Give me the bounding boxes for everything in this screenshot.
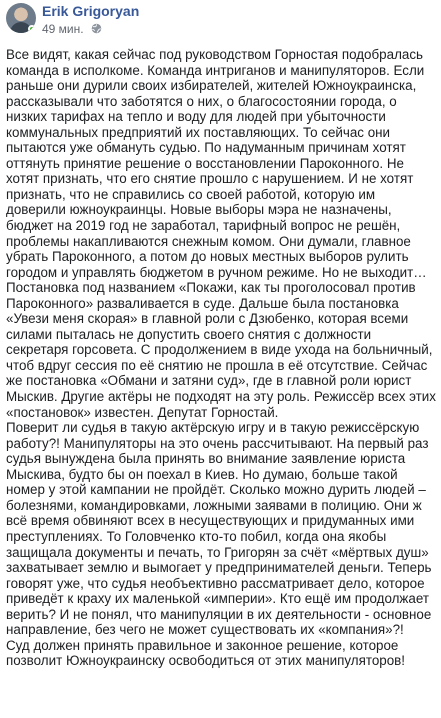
post-text xyxy=(6,47,436,669)
post-meta xyxy=(42,22,102,36)
online-status-dot xyxy=(28,25,36,33)
globe-icon[interactable] xyxy=(91,23,102,34)
post-paragraph: Все видят, какая сейчас под руководством Горностая подобралась команда в исполкоме. Команда интриганов и манипуляторов. Если раньше они дурили своих избирателей, жителей Южноукраинска, рассказывали что заботятся о них, о благосостоянии города, о низких тарифах на тепло и воду для людей при убыточности коммунальных предприятий их поставляющих. То сейчас они пытаются уже обмануть судью. По надуманным причинам хотят оттянуть принятие решение о восстановлении Пароконного. Не хотят признать, что его снятие прошло с нарушением. И не хотят признать, что не справились со своей работой, которую им доверили южноукраинцы. Новые выборы мэра не назначены, бюджет на 2019 год не заработал, тарифный вопрос не решён, проблемы накапливаются снежным комом. Они думали, главное убрать Пароконного, а потом до новых местных выборов рулить городом и управлять бюджетом в ручном режиме. Но не выходит… xyxy=(6,47,427,280)
post-paragraph: Постановка под названием «Покажи, как ты проголосовал против Пароконного» разваливается в суде. Дальше была постановка «Увези меня скорая» в главной роли с Дзюбенко, которая всеми силами пыталась не допустить своего снятия с должности секретаря горсовета. С продолжением в виде ухода на больничный, чтоб вдруг сессия по её снятию не прошла в её отсутствие. Сейчас же постановка «Обмани и затяни суд», где в главной роли юрист Мыскив. Другие актёры не подходят на эту роль. Режиссёр всех этих «постановок» известен. Депутат Горностай. xyxy=(6,280,436,420)
post-paragraph: Поверит ли судья в такую актёрскую игру и в такую режиссёрскую работу?! Манипуляторы на это очень рассчитывают. На первый раз судья вынуждена была принять во внимание заявление юриста Мыскива, будто бы он поехал в Киев. Но думаю, больше такой номер у этой кампании не пройдёт. Сколько можно дурить людей – болезнями, командировками, ложными заявами в полицию. Они ж всё время обвиняют всех в несуществующих и придуманных ими преступлениях. То Головченко кто-то побил, когда она якобы защищала документы и печать, то Григорян за счёт «мёртвых душ» захватывает землю и вымогает у предпринимателей деньги. Теперь говорят уже, что судья необъективно рассматривает дело, которое приведёт к краху их маленькой «империи». Кто ещё им продолжает верить? И не понял, что манипуляции в их деятельности - основное направление, без чего не может существовать их «компания»?! xyxy=(6,420,432,638)
post-paragraph: Суд должен принять правильное и законное решение, которое позволит Южноукраинску освободиться от этих манипуляторов! xyxy=(6,637,405,669)
author-name-link[interactable]: Erik Grigoryan xyxy=(42,3,140,19)
avatar[interactable] xyxy=(6,3,36,33)
post-header xyxy=(0,0,441,44)
post-timestamp-link[interactable]: 49 мин. xyxy=(42,22,84,36)
